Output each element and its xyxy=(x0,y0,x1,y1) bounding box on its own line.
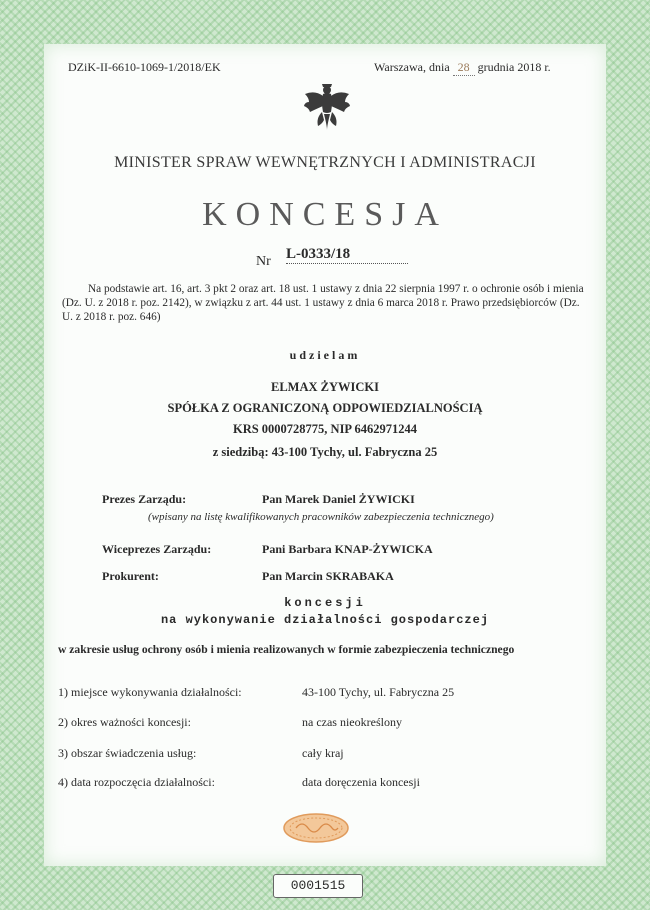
serial-number: 0001515 xyxy=(273,874,363,898)
ministry-seal-icon xyxy=(282,812,350,844)
detail-label-place: 1) miejsce wykonywania działalności: xyxy=(58,685,242,699)
place-date xyxy=(374,60,551,76)
detail-value-area: cały kraj xyxy=(302,746,344,760)
place-date-prefix: Warszawa, dnia xyxy=(374,60,450,74)
detail-label-validity: 2) okres ważności koncesji: xyxy=(58,715,191,729)
detail-label-area: 3) obszar świadczenia usług: xyxy=(58,746,197,760)
person-president-note: (wpisany na listę kwalifikowanych pracowników zabezpieczenia technicznego) xyxy=(148,511,494,523)
concession-number: L-0333/18 xyxy=(286,246,408,264)
grant-word: udzielam xyxy=(289,348,361,362)
role-proxy: Prokurent: xyxy=(102,569,159,583)
detail-value-validity: na czas nieokreślony xyxy=(302,715,402,729)
concession-word: koncesji xyxy=(284,596,366,610)
ministry-heading: MINISTER SPRAW WEWNĘTRZNYCH I ADMINISTRACJI xyxy=(114,154,536,171)
company-seat: z siedzibą: 43-100 Tychy, ul. Fabryczna 25 xyxy=(212,445,438,459)
legal-basis-text: Na podstawie art. 16, art. 3 pkt 2 oraz art. 18 ust. 1 ustawy z dnia 22 sierpnia 1997 r. o ochronie osób i mienia (Dz. U. z 2018 r. poz. 2142), w związku z art. 44 ust. 1 ustawy z dnia 6 marca 2018 r. Prawo przedsiębiorców (Dz. U. z 2018 r. poz. 646) xyxy=(62,283,584,323)
scope-line: w zakresie usług ochrony osób i mienia realizowanych w formie zabezpieczenia technicznego xyxy=(58,643,515,656)
place-date-suffix: grudnia 2018 r. xyxy=(477,60,551,74)
legal-basis xyxy=(62,282,588,324)
document-title: KONCESJA xyxy=(202,196,448,233)
detail-value-place: 43-100 Tychy, ul. Fabryczna 25 xyxy=(302,685,455,699)
company-registry: KRS 0000728775, NIP 6462971244 xyxy=(232,422,418,436)
detail-value-start: data doręczenia koncesji xyxy=(302,775,420,789)
detail-label-start: 4) data rozpoczęcia działalności: xyxy=(58,775,215,789)
person-vice-president: Pani Barbara KNAP-ŻYWICKA xyxy=(262,542,433,556)
company-name: ELMAX ŻYWICKI xyxy=(271,380,379,394)
number-label: Nr xyxy=(256,254,271,269)
company-type: SPÓŁKA Z OGRANICZONĄ ODPOWIEDZIALNOŚCIĄ xyxy=(167,401,483,415)
role-vice-president: Wiceprezes Zarządu: xyxy=(102,542,212,556)
person-president: Pan Marek Daniel ŻYWICKI xyxy=(262,492,415,506)
role-president: Prezes Zarządu: xyxy=(102,492,187,506)
polish-eagle-emblem-icon xyxy=(302,80,352,134)
reference-number: DZiK-II-6610-1069-1/2018/EK xyxy=(68,60,221,74)
activity-line: na wykonywanie działalności gospodarczej xyxy=(160,613,490,627)
place-date-day: 28 xyxy=(453,60,475,76)
person-proxy: Pan Marcin SKRABAKA xyxy=(262,569,394,583)
